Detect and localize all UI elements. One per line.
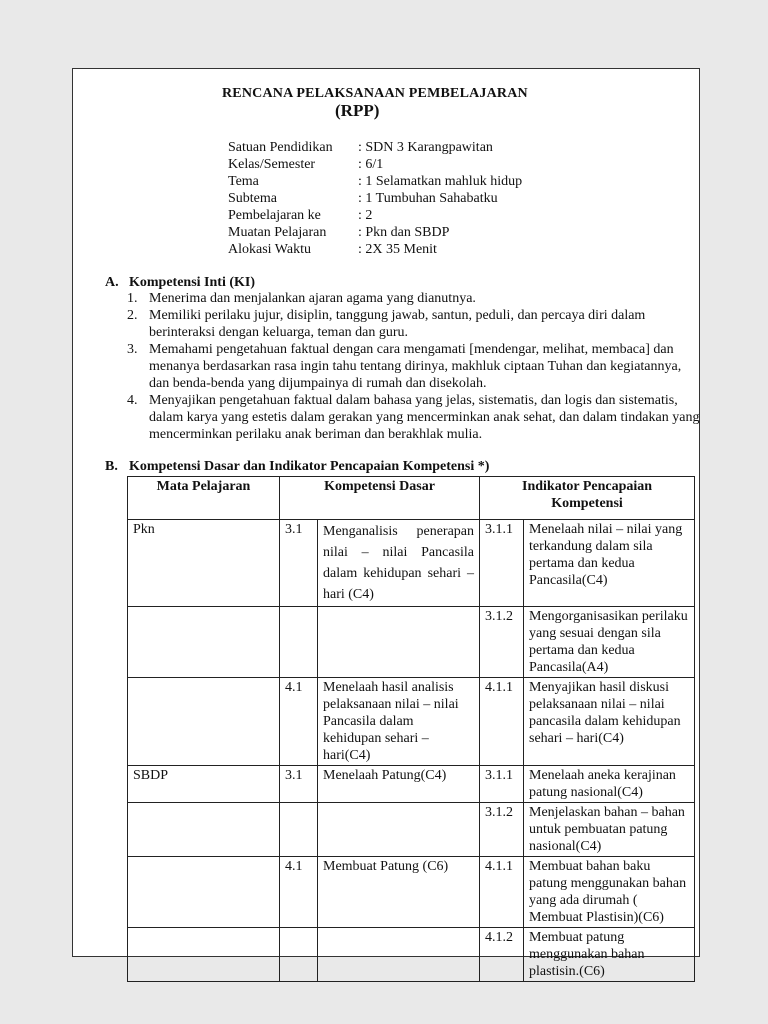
subject-cell	[128, 803, 280, 857]
subject-cell	[128, 857, 280, 928]
identity-value: : 6/1	[358, 157, 384, 172]
list-text: Menerima dan menjalankan ajaran agama yang dianutnya.	[149, 291, 476, 306]
document-page	[72, 68, 700, 979]
subject-cell: SBDP	[128, 766, 280, 803]
kd-number-cell: 4.1	[280, 857, 318, 928]
kd-number-cell: 3.1	[280, 520, 318, 607]
identity-value: : 2	[358, 208, 373, 223]
table-row	[128, 928, 695, 982]
kd-number-cell: 3.1	[280, 766, 318, 803]
kd-text-cell: Menelaah hasil analisis pelaksanaan nilai – nilai Pancasila dalam kehidupan sehari – hari(C4)	[318, 678, 480, 766]
identity-value: : Pkn dan SBDP	[358, 225, 450, 240]
indicator-text-cell: Menjelaskan bahan – bahan untuk pembuatan patung nasional(C4)	[524, 803, 695, 857]
indicator-number-cell: 3.1.1	[480, 766, 524, 803]
indicator-text-cell: Menelaah aneka kerajinan patung nasional(C4)	[524, 766, 695, 803]
list-number: 4.	[127, 393, 138, 408]
kd-text-cell: Membuat Patung (C6)	[318, 857, 480, 928]
section-b-heading	[105, 459, 489, 475]
list-text: Memiliki perilaku jujur, disiplin, tanggung jawab, santun, peduli, dan percaya diri dalam berinteraksi dengan keluarga, teman dan guru.	[149, 308, 646, 340]
list-number: 3.	[127, 342, 138, 357]
section-title: Kompetensi Dasar dan Indikator Pencapaian Kompetensi *)	[129, 459, 490, 474]
indicator-text-cell: Mengorganisasikan perilaku yang sesuai dengan sila pertama dan kedua Pancasila(A4)	[524, 607, 695, 678]
list-number: 2.	[127, 308, 138, 323]
indicator-number-cell: 4.1.2	[480, 928, 524, 982]
indicator-number-cell: 3.1.2	[480, 607, 524, 678]
subject-cell	[128, 928, 280, 982]
kd-number-cell	[280, 928, 318, 982]
kd-number-cell	[280, 803, 318, 857]
subject-cell	[128, 678, 280, 766]
section-a-heading	[105, 275, 255, 291]
identity-label: Satuan Pendidikan	[228, 140, 333, 155]
identity-value: : 2X 35 Menit	[358, 242, 437, 257]
kd-text-cell: Menganalisis penerapan nilai – nilai Pancasila dalam kehidupan sehari – hari (C4)	[318, 520, 480, 607]
table-row	[128, 857, 695, 928]
kd-number-cell: 4.1	[280, 678, 318, 766]
list-item	[127, 290, 702, 307]
identity-label: Subtema	[228, 191, 277, 206]
kd-text-cell: Menelaah Patung(C4)	[318, 766, 480, 803]
indicator-number-cell: 4.1.1	[480, 678, 524, 766]
indicator-number-cell: 3.1.1	[480, 520, 524, 607]
list-item	[127, 392, 702, 443]
ki-list	[127, 290, 702, 443]
indicator-number-cell: 4.1.1	[480, 857, 524, 928]
indicator-text-cell: Membuat bahan baku patung menggunakan bahan yang ada dirumah ( Membuat Plastisin)(C6)	[524, 857, 695, 928]
table-row	[128, 678, 695, 766]
identity-label: Pembelajaran ke	[228, 208, 321, 223]
section-title: Kompetensi Inti (KI)	[129, 275, 255, 290]
column-header: Kompetensi Dasar	[280, 477, 480, 520]
kd-text-cell	[318, 928, 480, 982]
identity-label: Kelas/Semester	[228, 157, 316, 172]
identity-value: : 1 Selamatkan mahluk hidup	[358, 174, 523, 189]
document-title: RENCANA PELAKSANAAN PEMBELAJARAN	[222, 86, 528, 101]
identity-label: Tema	[228, 174, 259, 189]
table-row	[128, 520, 695, 607]
identity-value: : SDN 3 Karangpawitan	[358, 140, 493, 155]
column-header: Indikator Pencapaian Kompetensi	[480, 477, 695, 520]
competency-table	[127, 476, 695, 982]
list-number: 1.	[127, 291, 138, 306]
section-letter: A.	[105, 275, 119, 290]
section-letter: B.	[105, 459, 118, 474]
kd-text-cell	[318, 607, 480, 678]
indicator-number-cell: 3.1.2	[480, 803, 524, 857]
column-header: Mata Pelajaran	[128, 477, 280, 520]
identity-value: : 1 Tumbuhan Sahabatku	[358, 191, 498, 206]
indicator-text-cell: Menelaah nilai – nilai yang terkandung dalam sila pertama dan kedua Pancasila(C4)	[524, 520, 695, 607]
document-subtitle: (RPP)	[335, 101, 380, 120]
list-item	[127, 341, 702, 392]
kd-text-cell	[318, 803, 480, 857]
kd-number-cell	[280, 607, 318, 678]
table-row	[128, 766, 695, 803]
table-row	[128, 803, 695, 857]
table-row	[128, 607, 695, 678]
subject-cell	[128, 607, 280, 678]
list-item	[127, 307, 702, 341]
list-text: Menyajikan pengetahuan faktual dalam bahasa yang jelas, sistematis, dan logis dan sistematis, dalam karya yang estetis dalam gerakan yang mencerminkan anak sehat, dan dalam tindakan yang mencerminkan perilaku anak beriman dan berakhlak mulia.	[149, 393, 700, 442]
identity-label: Alokasi Waktu	[228, 242, 311, 257]
identity-label: Muatan Pelajaran	[228, 225, 327, 240]
indicator-text-cell: Membuat patung menggunakan bahan plastisin.(C6)	[524, 928, 695, 982]
indicator-text-cell: Menyajikan hasil diskusi pelaksanaan nilai – nilai pancasila dalam kehidupan sehari – hari(C4)	[524, 678, 695, 766]
list-text: Memahami pengetahuan faktual dengan cara mengamati [mendengar, melihat, membaca] dan menanya berdasarkan rasa ingin tahu tentang dirinya, makhluk ciptaan Tuhan dan kegiatannya, dan benda-benda yang dijumpainya di rumah dan disekolah.	[149, 342, 682, 391]
table-header-row	[128, 477, 695, 520]
subject-cell: Pkn	[128, 520, 280, 607]
